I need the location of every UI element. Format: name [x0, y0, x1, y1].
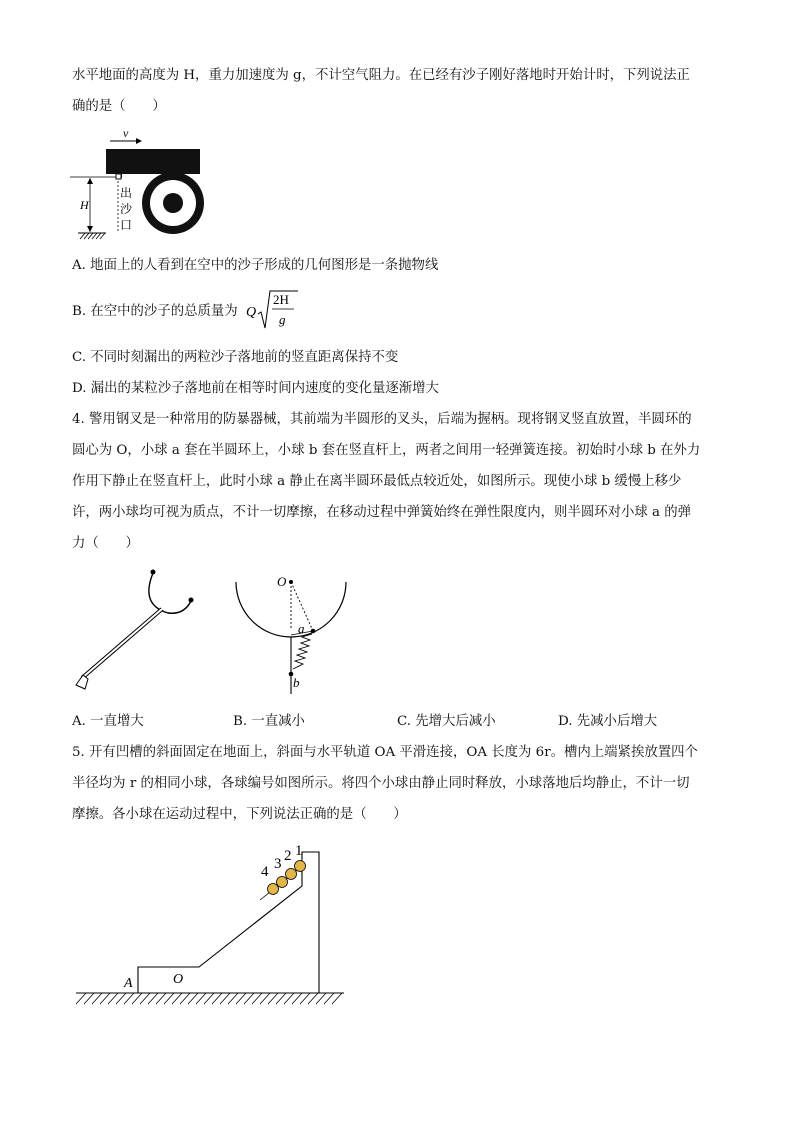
ball-1 — [295, 861, 306, 872]
ball-4 — [268, 884, 279, 895]
q3-stem-line-1: 水平地面的高度为 H，重力加速度为 g，不计空气阻力。在已经有沙子刚好落地时开始计时，下列说法正 — [72, 68, 690, 83]
q5-stem-line-2: 半径均为 r 的相同小球，各球编号如图所示。将四个小球由静止同时释放，小球落地后均静止，不计一切 — [72, 776, 690, 791]
q4-stem-line-4: 许，两小球均可视为质点，不计一切摩擦，在移动过程中弹簧始终在弹性限度内，则半圆环对小球 a 的弹 — [72, 505, 692, 520]
ball-label-1: 1 — [295, 843, 303, 859]
q4-stem-line-1: 4. 警用钢叉是一种常用的防暴器械，其前端为半圆形的叉头，后端为握柄。现将钢叉竖直放置，半圆环的 — [72, 412, 692, 427]
q3-option-b-text: B. 在空中的沙子的总质量为 — [72, 304, 238, 319]
q5-ground-hatch — [76, 993, 342, 1004]
q4-option-a: A. 一直增大 — [72, 714, 144, 729]
q3-height-label: H — [80, 198, 89, 212]
q4-stem-line-3: 作用下静止在竖直杆上，此时小球 a 静止在离半圆环最低点较近处，如图所示。现使小球 b 缓慢上移少 — [72, 474, 682, 489]
formula-numerator: 2H — [273, 292, 289, 307]
ball-3 — [277, 877, 288, 888]
q5-incline-figure — [72, 838, 352, 1014]
ball-label-2: 2 — [284, 848, 292, 864]
q4-semicircle-figure — [232, 568, 352, 698]
q3-option-a: A. 地面上的人看到在空中的沙子形成的几何图形是一条抛物线 — [72, 258, 439, 273]
q3-outlet-label-3: 口 — [120, 218, 133, 232]
q4-steel-fork-figure — [68, 565, 208, 695]
ball-label-3: 3 — [274, 856, 282, 872]
ball-2 — [286, 869, 297, 880]
q3-option-d: D. 漏出的某粒沙子落地前在相等时间内速度的变化量逐渐增大 — [72, 381, 439, 396]
q3-sand-truck-figure — [70, 125, 220, 243]
q3-sand-outlet — [116, 174, 121, 179]
q5-point-a-label: A — [124, 976, 133, 991]
q4-stem-line-2: 圆心为 O，小球 a 套在半圆环上，小球 b 套在竖直杆上，两者之间用一轻弹簧连接。初始时小球 b 在外力 — [72, 443, 701, 458]
q4-option-c: C. 先增大后减小 — [397, 714, 496, 729]
q4-stem-line-5: 力（ ） — [72, 536, 139, 551]
q3-option-b — [72, 303, 238, 321]
q4-ball-a-label: a — [298, 621, 305, 636]
q5-point-o-label: O — [173, 972, 184, 987]
q3-velocity-label: v — [123, 126, 129, 140]
q4-option-d: D. 先减小后增大 — [558, 714, 658, 729]
fork-head-arc — [149, 573, 191, 613]
formula-denominator: g — [279, 312, 286, 327]
q5-stem-line-3: 摩擦。各小球在运动过程中，下列说法正确的是（ ） — [72, 807, 407, 822]
q3-stem-line-2: 确的是（ ） — [72, 99, 166, 114]
q3-option-b-formula — [246, 288, 306, 334]
q4-center-o-label: O — [277, 574, 287, 589]
fork-grip — [76, 675, 88, 689]
q5-stem-line-1: 5. 开有凹槽的斜面固定在地面上，斜面与水平轨道 OA 平滑连接，OA 长度为 6r。槽内上端紧挨放置四个 — [72, 745, 698, 760]
q3-ground-hatch — [80, 233, 105, 239]
q3-outlet-label-2: 沙 — [120, 202, 133, 216]
ball-label-4: 4 — [261, 864, 269, 880]
q3-option-c: C. 不同时刻漏出的两粒沙子落地前的竖直距离保持不变 — [72, 350, 399, 365]
formula-prefix: Q — [246, 305, 257, 320]
q4-ball-b-label: b — [293, 675, 300, 690]
ball-a — [311, 629, 316, 634]
q3-outlet-label-1: 出 — [120, 186, 133, 200]
q4-option-b: B. 一直减小 — [233, 714, 305, 729]
spring — [293, 634, 312, 669]
